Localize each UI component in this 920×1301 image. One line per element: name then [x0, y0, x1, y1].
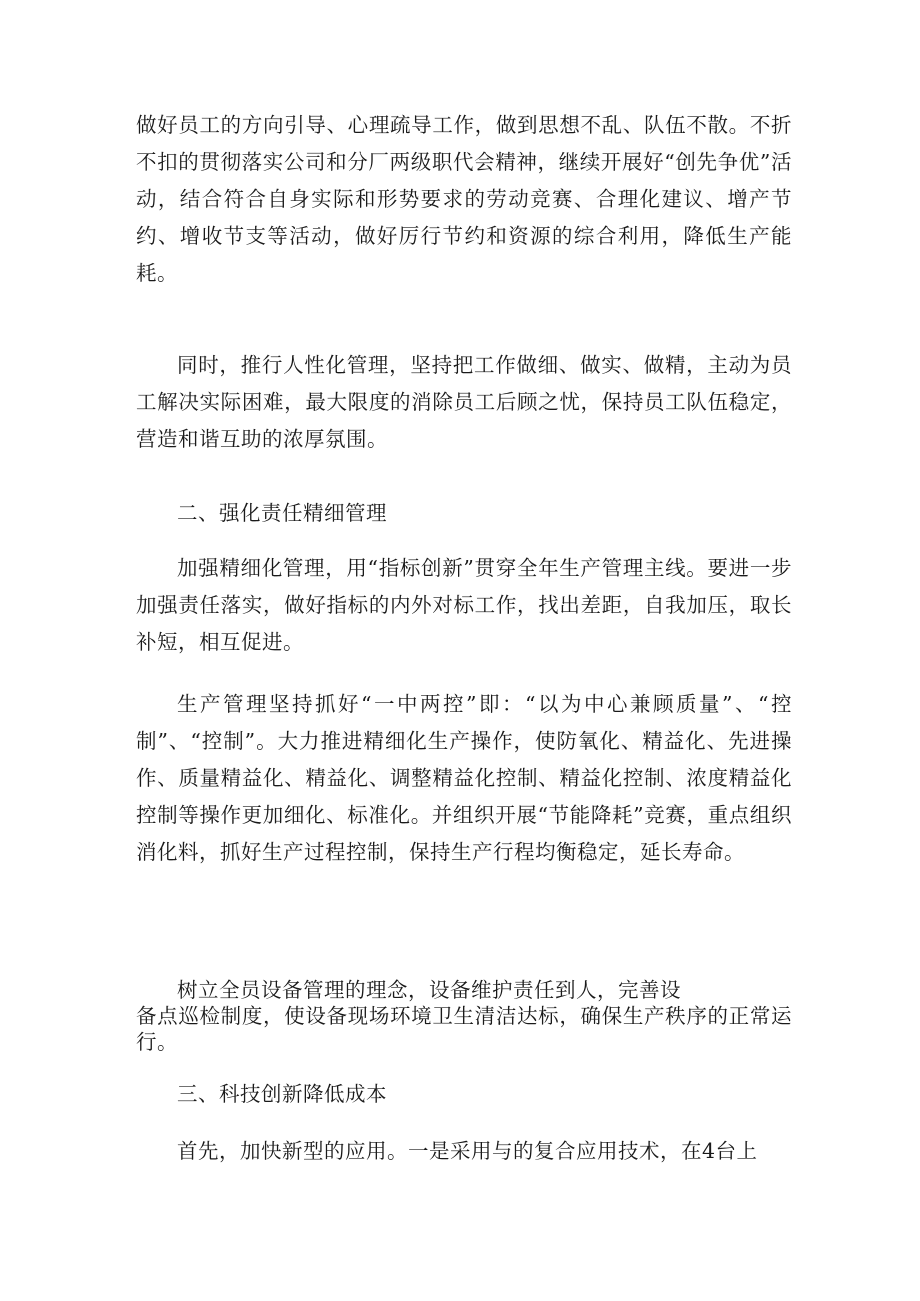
paragraph-refined-management: 加强精细化管理，用“指标创新”贯穿全年生产管理主线。要进一步加强责任落实，做好指标的内外对标工作，找出差距，自我加压，取长补短，相互促进。 [136, 556, 792, 654]
paragraph-equipment-management [136, 977, 792, 1055]
paragraph-humanized-management: 同时，推行人性化管理，坚持把工作做细、做实、做精，主动为员工解决实际困难，最大限度的消除员工后顾之忧，保持员工队伍稳定，营造和谐互助的浓厚氛围。 [136, 353, 792, 451]
section-heading-2: 二、强化责任精细管理 [177, 501, 387, 525]
paragraph-employee-guidance: 做好员工的方向引导、心理疏导工作，做到思想不乱、队伍不散。不折不扣的贯彻落实公司和分厂两级职代会精神，继续开展好“创先争优”活动，结合符合自身实际和形势要求的劳动竞赛、合理化建议、增产节约、增收节支等活动，做好厉行节约和资源的综合利用，降低生产能耗。 [136, 113, 792, 285]
paragraph-production-control: 生产管理坚持抓好“一中两控”即：“以为中心兼顾质量”、“控制”、“控制”。大力推进精细化生产操作，使防氧化、精益化、先进操作、质量精益化、精益化、调整精益化控制、精益化控制、浓度精益化控制等操作更加细化、标准化。并组织开展“节能降耗”竞赛，重点组织消化料，抓好生产过程控制，保持生产行程均衡稳定，延长寿命。 [136, 692, 792, 864]
paragraph-new-technology: 首先，加快新型的应用。一是采用与的复合应用技术，在4台上 [177, 1139, 758, 1163]
section-heading-3: 三、科技创新降低成本 [177, 1082, 387, 1106]
paragraph-equipment-line1: 树立全员设备管理的理念，设备维护责任到人，完善设 [177, 978, 681, 1002]
paragraph-equipment-rest: 备点巡检制度，使设备现场环境卫生清洁达标，确保生产秩序的正常运行。 [136, 1004, 792, 1054]
